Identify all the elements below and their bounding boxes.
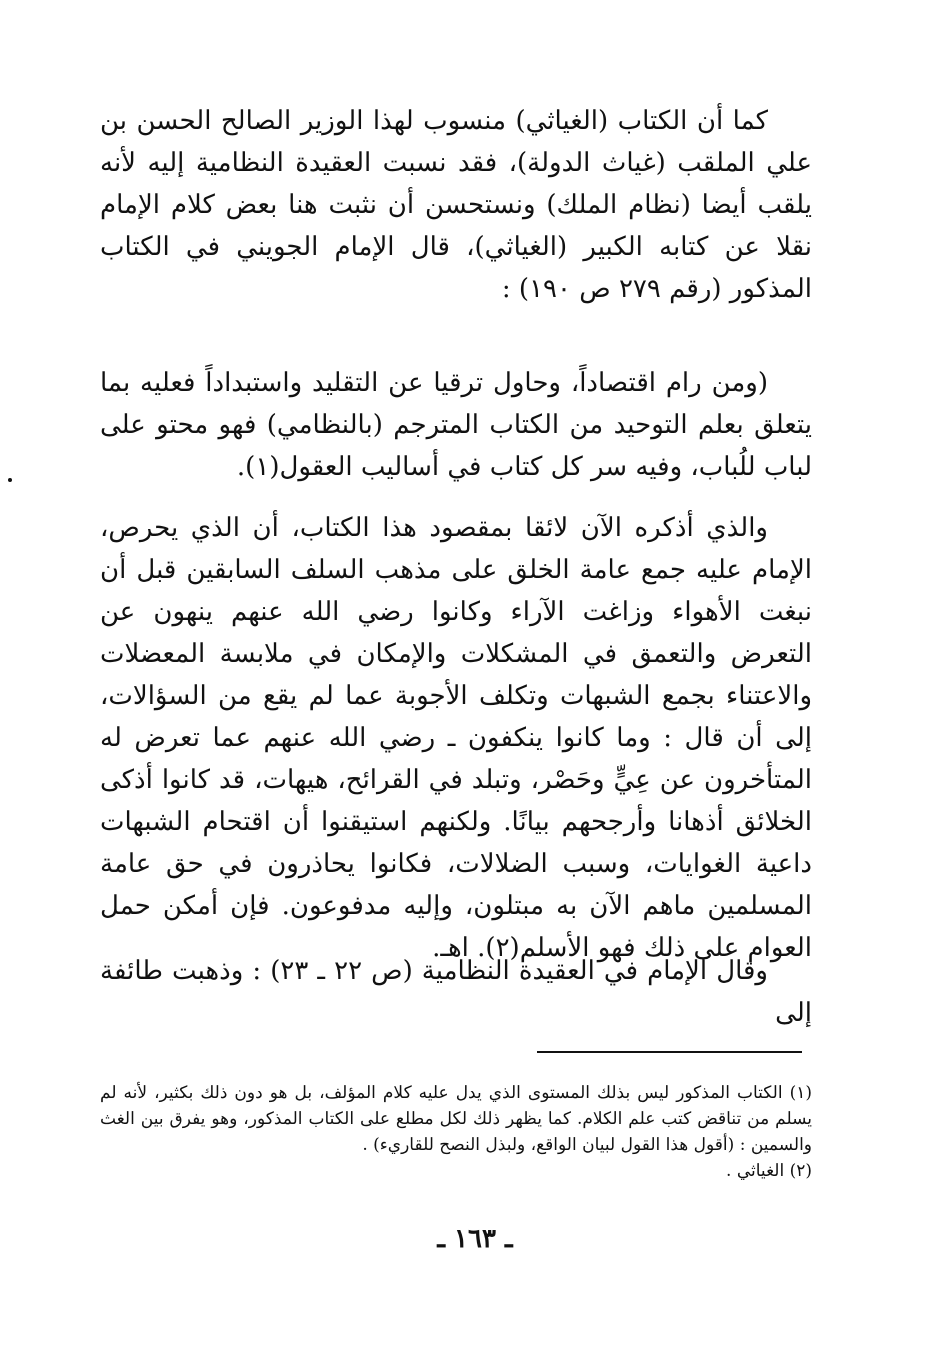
footnotes [100,1080,812,1184]
footnote-divider [537,1051,802,1053]
paragraph-1-text: كما أن الكتاب (الغياثي) منسوب لهذا الوزير الصالح الحسن بن علي الملقب (غياث الدولة)، فقد نسبت العقيدة النظامية إليه لأنه يلقب أيضا (نظام الملك) ونستحسن أن نثبت هنا بعض كلام الإمام نقلا عن كتابه الكبير (الغياثي)، قال الإمام الجويني في الكتاب المذكور (رقم ٢٧٩ ص ١٩٠) : [100,106,812,304]
paragraph-3 [100,507,812,969]
paragraph-4 [100,950,812,1034]
paragraph-3-text: والذي أذكره الآن لائقا بمقصود هذا الكتاب، أن الذي يحرص، الإمام عليه جمع عامة الخلق على مذهب السلف السابقين قبل أن نبغت الأهواء وزاغت الآراء وكانوا رضي الله عنهم ينهون عن التعرض والتعمق في المشكلات والإمكان في ملابسة المعضلات والاعتناء بجمع الشبهات وتكلف الأجوبة عما لم يقع من السؤالات، إلى أن قال : وما كانوا ينكفون ـ رضي الله عنهم عما تعرض له المتأخرون عن عِيٍّ وحَصْر، وتبلد في القرائح، هيهات، قد كانوا أذكى الخلائق أذهانا وأرجحهم بيانًا. ولكنهم استيقنوا أن اقتحام الشبهات داعية الغوايات، وسبب الضلالات، فكانوا يحاذرون في حق عامة المسلمين ماهم الآن به مبتلون، وإليه مدفوعون. فإن أمكن حمل العوام على ذلك فهو الأسلم(٢). اهـ. [100,513,812,963]
paragraph-2-text: (ومن رام اقتصاداً، وحاول ترقيا عن التقليد واستبداداً فعليه بما يتعلق بعلم التوحيد من الكتاب المترجم (بالنظامي) فهو محتو على لباب للُباب، وفيه سر كل كتاب في أساليب العقول(١). [100,368,812,482]
paragraph-1 [100,100,812,310]
footnote-1: (١) الكتاب المذكور ليس بذلك المستوى الذي يدل عليه كلام المؤلف، بل هو دون ذلك بكثير، لأنه لم يسلم من تناقض كتب علم الكلام. كما يظهر ذلك لكل مطلع على الكتاب المذكور، وهو يفرق بين الغث والسمين : (أقول هذا القول لبيان الواقع، ولبذل النصح للقاريء) . [100,1083,812,1155]
paragraph-4-text: وقال الإمام في العقيدة النظامية (ص ٢٢ ـ ٢٣) : وذهبت طائفة إلى [100,956,812,1028]
paragraph-2 [100,362,812,488]
page-number: ـ ١٦٣ ـ [437,1224,513,1254]
footnote-2: (٢) الغياثي . [726,1161,812,1181]
margin-dot [8,478,12,482]
